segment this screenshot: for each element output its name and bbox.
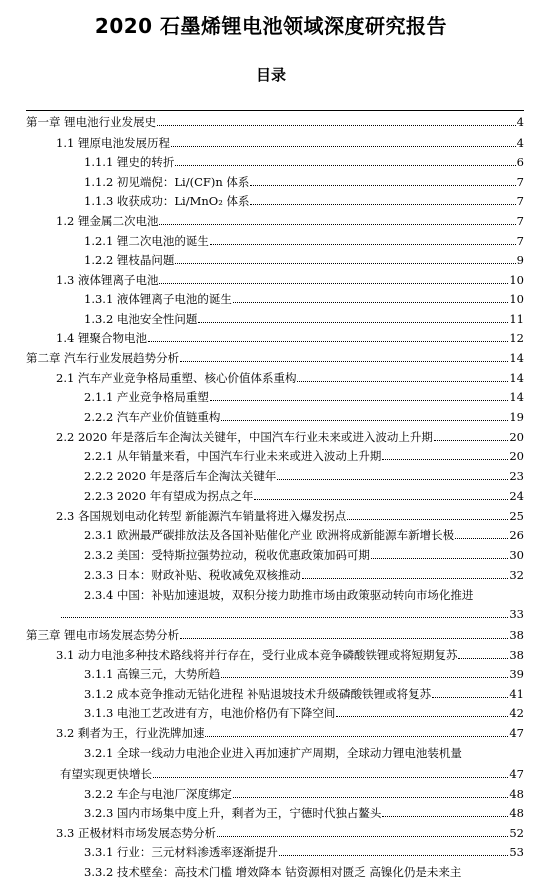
toc-entry[interactable] <box>26 351 524 365</box>
toc-entry[interactable] <box>84 865 524 879</box>
leader-dots <box>159 224 515 225</box>
toc-entry-text: 3.1 动力电池多种技术路线将并行存在，受行业成本竞争磷酸铁锂或将短期复苏 <box>56 648 458 662</box>
toc-entry[interactable] <box>84 194 524 208</box>
page-number: 48 <box>509 806 524 820</box>
toc-entry-text: 1.2.2 锂枝晶问题 <box>84 253 175 267</box>
toc-entry-text: 1.4 锂聚合物电池 <box>56 331 147 345</box>
toc-entry-text: 第一章 锂电池行业发展史 <box>26 115 157 129</box>
toc-entry[interactable] <box>84 390 524 404</box>
toc-entry[interactable] <box>84 312 524 326</box>
toc-entry-text-cont: 有望实现更快增长 <box>60 767 152 781</box>
toc-entry[interactable] <box>84 528 524 542</box>
leader-dots <box>217 836 508 837</box>
page-number: 14 <box>509 371 524 385</box>
leader-dots <box>434 440 508 441</box>
toc-entry[interactable] <box>84 568 524 582</box>
leader-dots <box>371 558 508 559</box>
toc-entry-text: 3.3.1 行业：三元材料渗透率逐渐提升 <box>84 845 278 859</box>
toc-entry[interactable] <box>56 726 524 740</box>
page-number: 11 <box>509 312 524 326</box>
toc-entry-text: 3.2 剩者为王，行业洗牌加速 <box>56 726 205 740</box>
toc-entry-text: 1.3.1 液体锂离子电池的诞生 <box>84 292 232 306</box>
toc-entry[interactable] <box>26 115 524 129</box>
leader-dots <box>279 855 508 856</box>
toc-entry[interactable] <box>84 548 524 562</box>
page-number: 9 <box>516 253 524 267</box>
toc-entry[interactable] <box>56 430 524 444</box>
toc-entry-text: 1.2.1 锂二次电池的诞生 <box>84 234 209 248</box>
leader-dots <box>198 322 508 323</box>
page-number: 7 <box>516 234 524 248</box>
leader-dots <box>432 697 508 698</box>
toc-entry[interactable] <box>60 607 524 621</box>
toc-entry[interactable] <box>84 175 524 189</box>
page-number: 14 <box>509 351 524 365</box>
page-number: 25 <box>509 509 524 523</box>
toc-entry-text[interactable]: 2.3.4 中国：补贴加速退坡，双积分接力助推市场由政策驱动转向市场化推进 <box>84 588 474 602</box>
toc-entry[interactable] <box>56 648 524 662</box>
leader-dots <box>61 617 508 618</box>
leader-dots <box>210 400 508 401</box>
page-number: 20 <box>509 430 524 444</box>
toc-entry[interactable] <box>84 845 524 859</box>
leader-dots <box>159 283 508 284</box>
leader-dots <box>455 538 508 539</box>
page-number: 53 <box>509 845 524 859</box>
page-number: 23 <box>509 469 524 483</box>
toc-entry[interactable] <box>84 787 524 801</box>
toc-entry[interactable] <box>84 155 524 169</box>
toc-entry-text: 1.1.2 初见端倪：Li/(CF)n 体系 <box>84 175 250 189</box>
leader-dots <box>175 263 515 264</box>
toc-entry[interactable] <box>84 234 524 248</box>
toc-entry[interactable] <box>26 628 524 642</box>
toc-entry-text: 第二章 汽车行业发展趋势分析 <box>26 351 180 365</box>
report-title: 2020 石墨烯锂电池领域深度研究报告 <box>94 14 448 38</box>
page-number: 4 <box>516 136 524 150</box>
toc-entry-text: 2.2 2020 年是落后车企淘汰关键年，中国汽车行业未来或进入波动上升期 <box>56 430 433 444</box>
toc-entry-text: 2.3.2 美国：受特斯拉强势拉动，税收优惠政策加码可期 <box>84 548 370 562</box>
leader-dots <box>382 816 508 817</box>
leader-dots <box>210 244 516 245</box>
page-number: 39 <box>509 667 524 681</box>
leader-dots <box>254 499 508 500</box>
page-number: 19 <box>509 410 524 424</box>
page-number: 7 <box>516 194 524 208</box>
page-number: 52 <box>509 826 524 840</box>
page-number: 4 <box>516 115 524 129</box>
toc-entry-text: 3.3.2 技术壁垒：高技术门槛 增效降本 钴资源相对匮乏 高镍化仍是未来主 <box>84 865 462 879</box>
leader-dots <box>148 341 508 342</box>
leader-dots <box>205 736 508 737</box>
leader-dots <box>171 146 516 147</box>
toc-entry[interactable] <box>84 410 524 424</box>
leader-dots <box>233 797 508 798</box>
toc-entry[interactable] <box>84 667 524 681</box>
toc-entry[interactable] <box>56 136 524 150</box>
toc-entry-text: 1.1.3 收获成功：Li/MnO₂ 体系 <box>84 194 250 208</box>
leader-dots <box>153 777 508 778</box>
leader-dots <box>297 381 508 382</box>
leader-dots <box>250 185 515 186</box>
page-number: 42 <box>509 706 524 720</box>
page-number: 30 <box>509 548 524 562</box>
page-number: 33 <box>509 607 524 621</box>
divider <box>26 110 524 111</box>
toc-entry-text: 1.3 液体锂离子电池 <box>56 273 159 287</box>
leader-dots <box>221 677 508 678</box>
toc-entry-text: 3.1.2 成本竞争推动无钴化进程 补贴退坡技术升级磷酸铁锂或将复苏 <box>84 687 432 701</box>
leader-dots <box>250 204 515 205</box>
leader-dots <box>336 716 508 717</box>
page-number: 26 <box>509 528 524 542</box>
toc-entry[interactable] <box>56 509 524 523</box>
page-number: 38 <box>509 628 524 642</box>
leader-dots <box>221 420 508 421</box>
page-number: 10 <box>509 273 524 287</box>
toc-entry-text: 2.2.3 2020 年有望成为拐点之年 <box>84 489 254 503</box>
toc-entry-text: 2.2.2 2020 年是落后车企淘汰关键年 <box>84 469 277 483</box>
toc-entry-text: 3.1.3 电池工艺改进有方，电池价格仍有下降空间 <box>84 706 336 720</box>
page-number: 12 <box>509 331 524 345</box>
toc-entry[interactable] <box>84 706 524 720</box>
toc-entry[interactable] <box>56 214 524 228</box>
page-number: 20 <box>509 449 524 463</box>
toc-entry-text: 1.3.2 电池安全性问题 <box>84 312 198 326</box>
toc-entry-text: 3.3 正极材料市场发展态势分析 <box>56 826 216 840</box>
page-number: 41 <box>509 687 524 701</box>
toc-entry-text: 2.2.2 汽车产业价值链重构 <box>84 410 221 424</box>
toc-entry-text: 3.2.2 车企与电池厂深度绑定 <box>84 787 232 801</box>
toc-entry[interactable] <box>84 489 524 503</box>
toc-entry-text: 2.3.3 日本：财政补贴、税收减免双核推动 <box>84 568 301 582</box>
toc-entry[interactable] <box>60 767 524 781</box>
toc-entry-text: 2.2.1 从年销量来看，中国汽车行业未来或进入波动上升期 <box>84 449 382 463</box>
leader-dots <box>180 638 508 639</box>
toc-entry[interactable] <box>56 331 524 345</box>
toc-entry[interactable] <box>84 806 524 820</box>
page-number: 24 <box>509 489 524 503</box>
toc-entry-text: 1.2 锂金属二次电池 <box>56 214 159 228</box>
page-number: 10 <box>509 292 524 306</box>
page-number: 47 <box>509 767 524 781</box>
toc-entry-text: 2.1.1 产业竞争格局重塑 <box>84 390 209 404</box>
toc-entry[interactable] <box>84 687 524 701</box>
leader-dots <box>277 479 508 480</box>
toc-entry[interactable] <box>56 371 524 385</box>
leader-dots <box>180 361 508 362</box>
leader-dots <box>302 578 508 579</box>
toc-entry-text: 3.2.3 国内市场集中度上升，剩者为王，宁德时代独占鳌头 <box>84 806 382 820</box>
page-number: 48 <box>509 787 524 801</box>
leader-dots <box>157 125 516 126</box>
toc-entry-text: 1.1 锂原电池发展历程 <box>56 136 170 150</box>
toc-entry[interactable] <box>56 273 524 287</box>
toc-entry-text: 2.3 各国规划电动化转型 新能源汽车销量将进入爆发拐点 <box>56 509 347 523</box>
toc-entry[interactable] <box>84 292 524 306</box>
toc-entry[interactable] <box>84 253 524 267</box>
toc-entry-text: 2.1 汽车产业竞争格局重塑、核心价值体系重构 <box>56 371 297 385</box>
toc-entry[interactable] <box>56 826 524 840</box>
page-number: 47 <box>509 726 524 740</box>
page-number: 6 <box>516 155 524 169</box>
toc-entry-text: 第三章 锂电市场发展态势分析 <box>26 628 180 642</box>
page-number: 32 <box>509 568 524 582</box>
leader-dots <box>233 302 508 303</box>
toc-entry-text: 3.1.1 高镍三元，大势所趋 <box>84 667 221 681</box>
toc-entry-text[interactable]: 3.2.1 全球一线动力电池企业进入再加速扩产周期，全球动力锂电池装机量 <box>84 746 462 760</box>
page-number: 14 <box>509 390 524 404</box>
page-number: 38 <box>509 648 524 662</box>
toc-entry-text: 1.1.1 锂史的转折 <box>84 155 175 169</box>
page-number: 7 <box>516 175 524 189</box>
leader-dots <box>458 658 508 659</box>
toc-entry-text: 2.3.1 欧洲最严碳排放法及各国补贴催化产业 欧洲将成新能源车新增长极 <box>84 528 455 542</box>
toc-heading: 目录 <box>255 66 286 84</box>
leader-dots <box>347 519 508 520</box>
page-number: 7 <box>516 214 524 228</box>
toc-entry[interactable] <box>84 449 524 463</box>
leader-dots <box>382 459 508 460</box>
toc-entry[interactable] <box>84 469 524 483</box>
leader-dots <box>175 165 515 166</box>
